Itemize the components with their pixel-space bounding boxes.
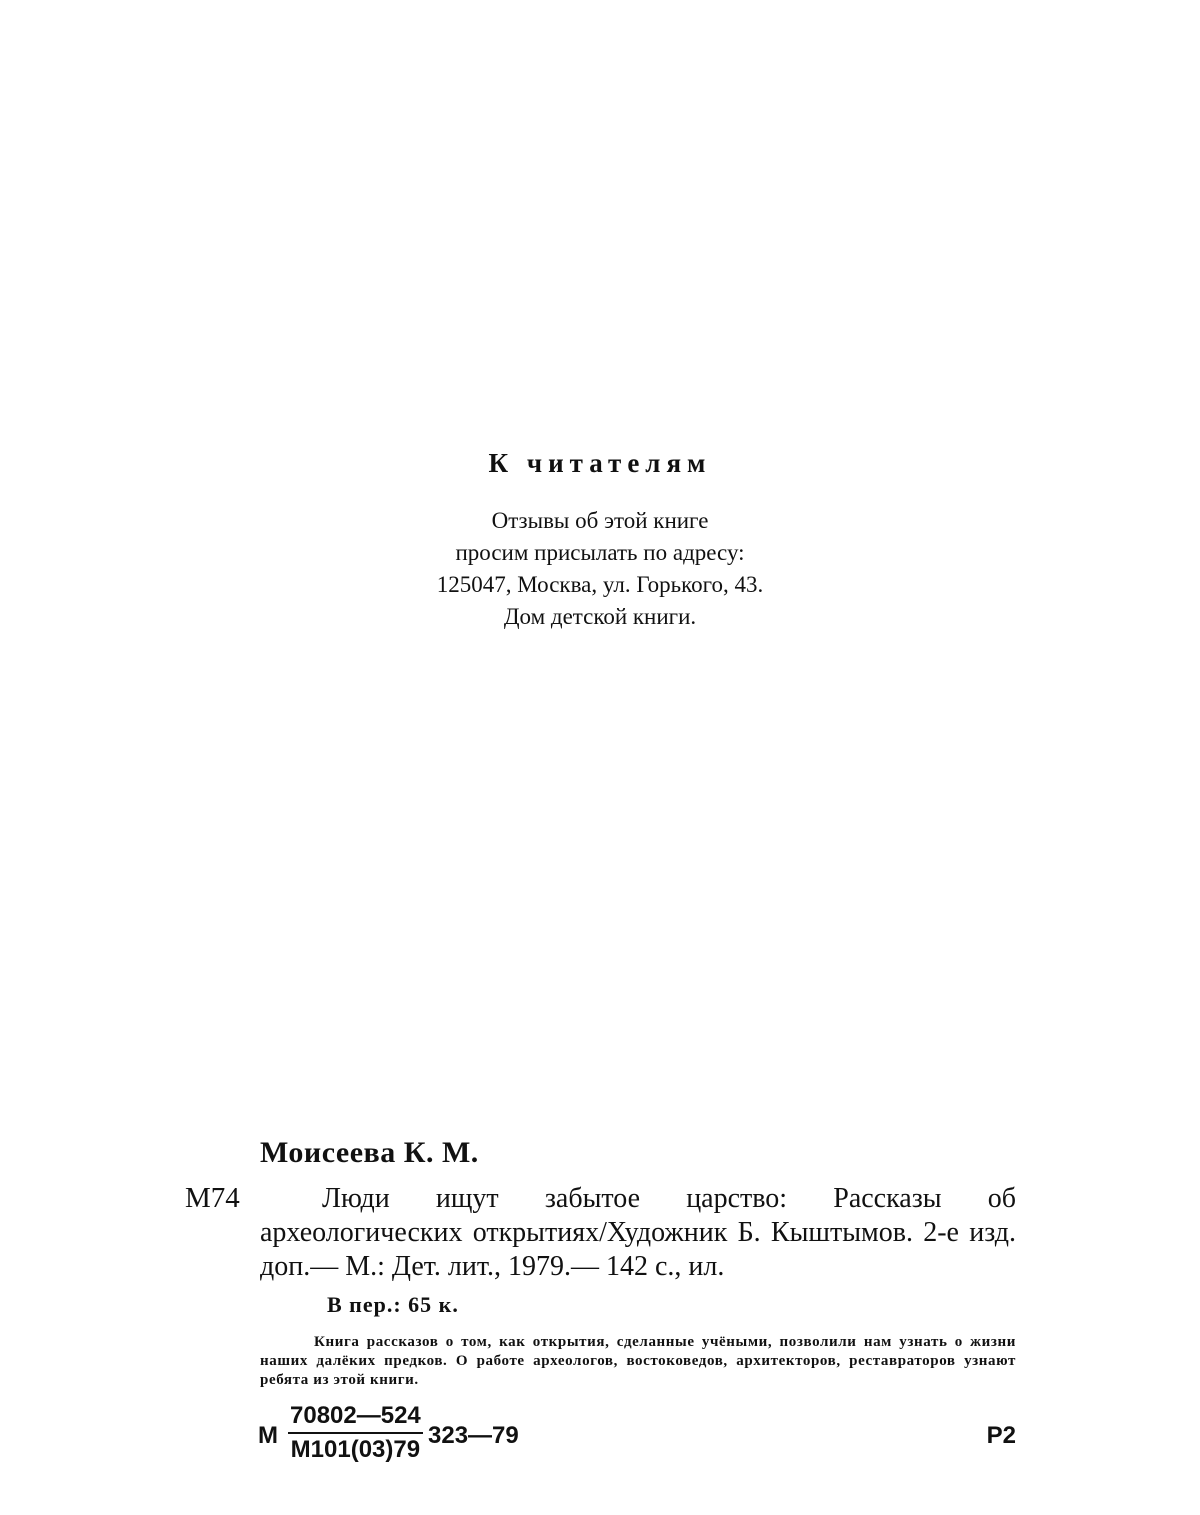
code-fraction bbox=[288, 1402, 423, 1464]
price-line: В пер.: 65 к. bbox=[327, 1292, 459, 1317]
code-denominator: М101(03)79 bbox=[290, 1436, 421, 1463]
to-readers-line: просим присылать по адресу: bbox=[455, 540, 745, 565]
catalog-index-code: М74 bbox=[185, 1182, 240, 1214]
code-suffix: 323—79 bbox=[428, 1422, 519, 1449]
to-readers-heading: К читателям bbox=[488, 448, 712, 478]
code-numerator: 70802—524 bbox=[288, 1402, 423, 1434]
book-annotation: Книга рассказов о том, как открытия, сделанные учёными, позволили нам узнать о жизни наших далёких предков. О работе археологов, востоковедов, архитекторов, реставраторов узнают ребята из этой книги. bbox=[260, 1334, 1016, 1388]
to-readers-line: 125047, Москва, ул. Горького, 43. bbox=[436, 572, 764, 597]
to-readers-line: Дом детской книги. bbox=[503, 604, 697, 629]
code-letter: М bbox=[258, 1422, 278, 1449]
to-readers-line: Отзывы об этой книге bbox=[491, 508, 709, 533]
classification-code: Р2 bbox=[986, 1422, 1016, 1449]
to-readers-section bbox=[0, 448, 1200, 633]
bibliographic-description: Люди ищут забытое царство: Рассказы об археологических открытиях/Художник Б. Кыштымов. 2-е изд. доп.— М.: Дет. лит., 1979.— 142 с., ил. bbox=[260, 1183, 1016, 1282]
catalog-author: Моисеева К. М. bbox=[260, 1136, 479, 1169]
publication-code bbox=[258, 1402, 1018, 1466]
